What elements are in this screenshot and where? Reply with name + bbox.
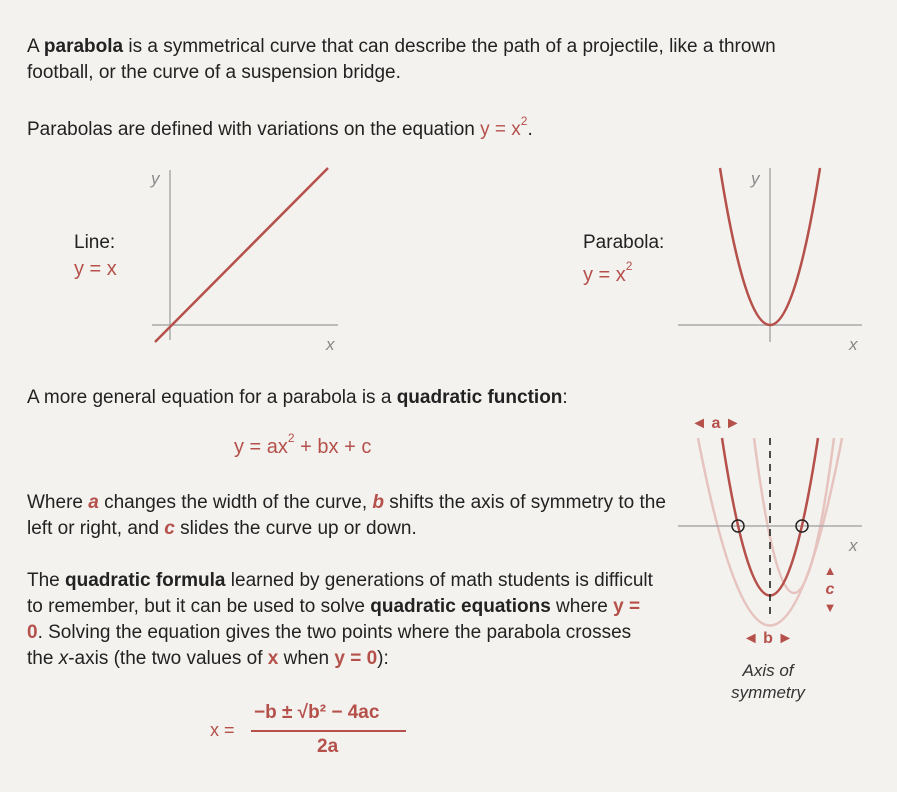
var-a: a [88,492,99,513]
c-label: c [825,581,835,598]
term-quadratic-function: quadratic function [396,387,563,408]
defined-paragraph: Parabolas are defined with variations on the equation $y = x^2$. [27,113,533,140]
line-x-axis-label: x [326,335,335,354]
where-paragraph: Where a changes the width of the curve, b shifts the axis of symmetry to the left or right, and c slides the curve up or down. [27,492,666,539]
line-y-equals-x [155,168,328,342]
line-graph [140,160,360,360]
parabola-y-axis-label: y [751,169,760,188]
parabola-shifted-faint [754,438,834,593]
axis-caption-line2: symmetry [731,683,805,702]
line-label: Line: [74,232,116,253]
formula-lhs: x = [210,720,235,740]
axis-caption-line1: Axis of [742,661,794,680]
parabola-label: Parabola: [583,232,665,253]
line-equation: y = x [74,258,117,280]
quadratic-equation: $y = ax^2$ + bx + c [234,431,372,458]
c-up-arrow: ▲ [823,563,837,578]
b-shift-indicator: ◄ b ► [742,630,794,647]
term-parabola: parabola [43,36,124,57]
eq-y-x2: $y = x^2$ [480,113,528,140]
formula-fraction-bar [251,730,406,732]
formula-numerator: −b ± √b² − 4ac [254,702,380,723]
parabola-equation: $y = x^2$ [583,259,633,286]
term-quadratic-equations: quadratic equations [370,596,551,617]
general-paragraph: A more general equation for a parabola is a quadratic function: [27,387,568,408]
parabola-graph [676,160,876,360]
general-parabola-diagram [676,408,876,708]
formula-denominator: 2a [317,736,339,757]
line-y-axis-label: y [151,169,160,188]
a-width-indicator: ◄ a ► [691,415,741,432]
formula-paragraph: The quadratic formula learned by generations of math students is difficult to remember, but it can be used to solve quadratic equations where y = 0. Solving the equation gives the two points where the parabola crosses the x-axis (the two values of x when y = 0): [27,570,653,669]
term-quadratic-formula: quadratic formula [65,570,226,591]
quadratic-formula [210,702,410,762]
intro-paragraph: A parabola is a symmetrical curve that can describe the path of a projectile, like a thrown football, or the curve of a suspension bridge. [27,36,776,83]
var-b: b [372,492,384,513]
parabola-x-axis-label: x [849,335,858,354]
c-down-arrow: ▼ [823,600,837,615]
var-c: c [164,518,175,539]
general-x-axis-label: x [849,536,858,555]
